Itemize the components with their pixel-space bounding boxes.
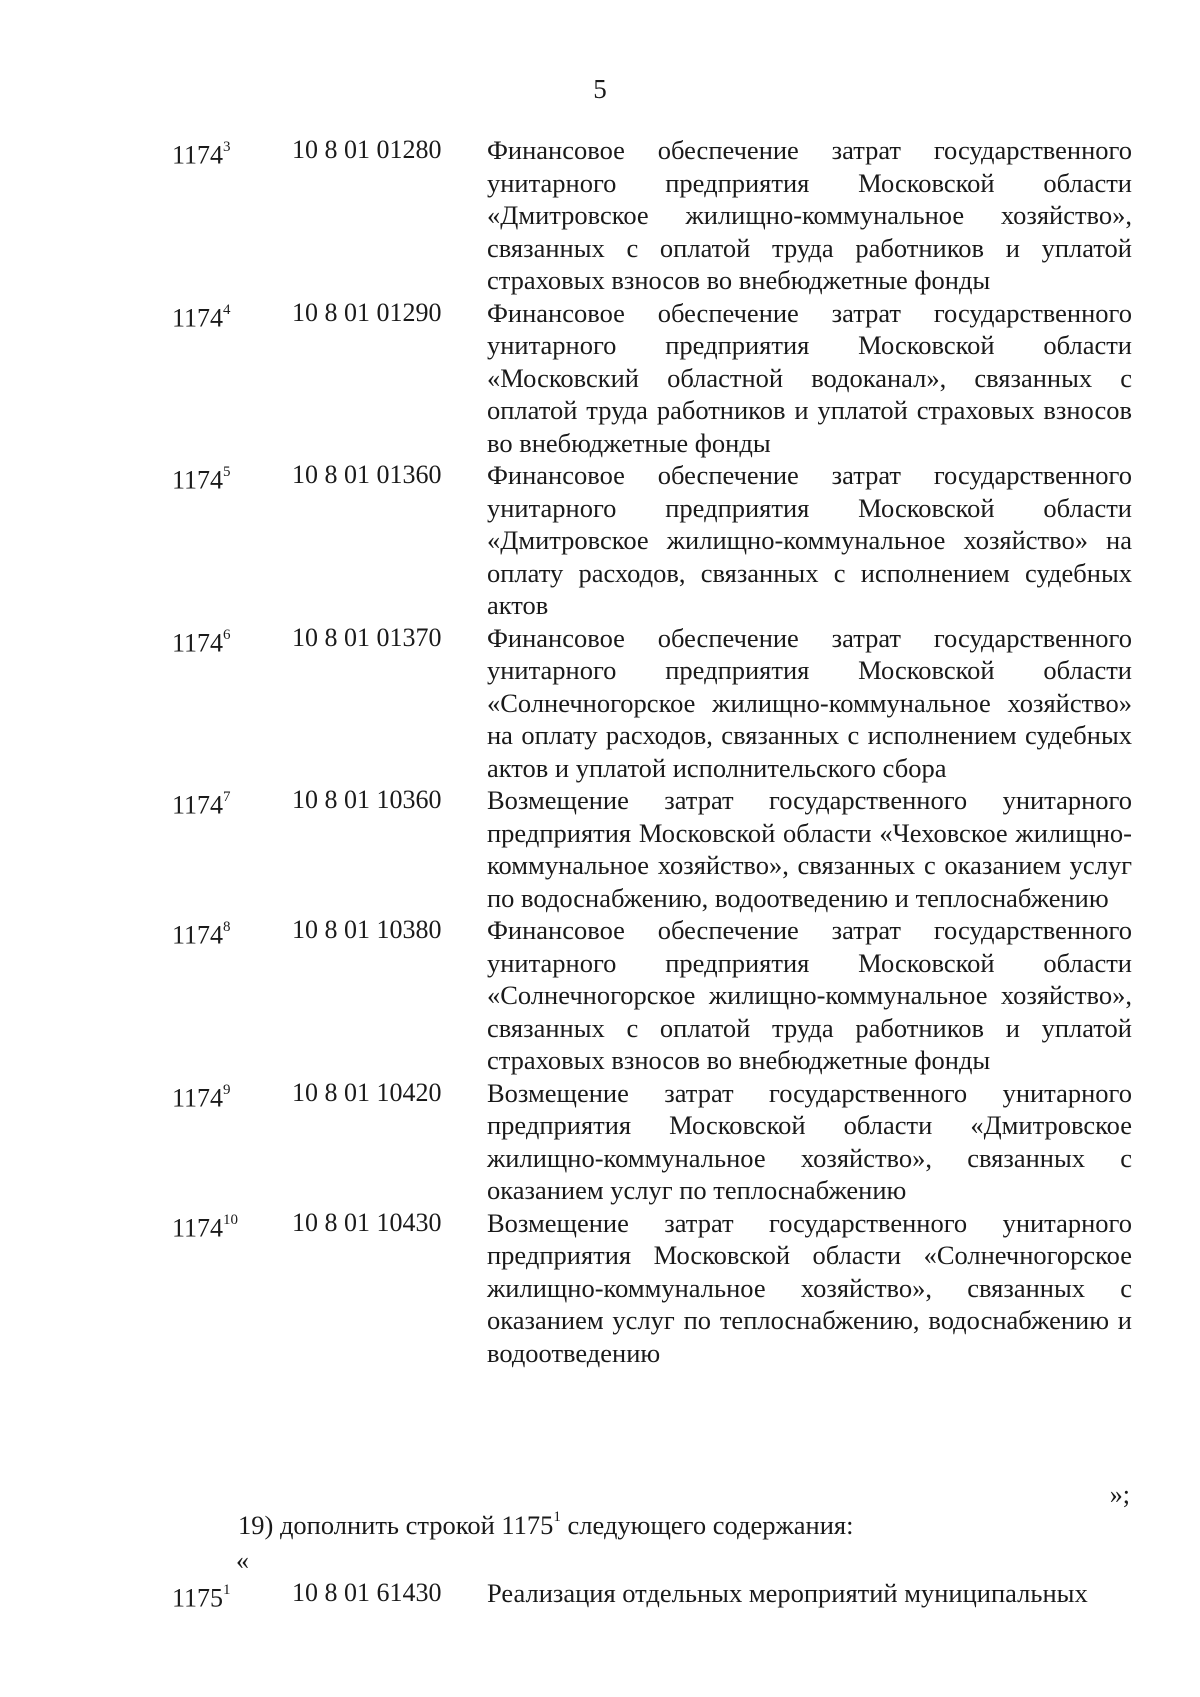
page-number: 5 [593, 74, 607, 104]
opening-quote: « [236, 1546, 249, 1575]
row-number: 1174$^{10}$ [172, 1211, 239, 1243]
budget-code: 10 8 01 01360 [292, 460, 442, 489]
row-number: 1174$^9$ [172, 1081, 231, 1113]
row-description: Финансовое обеспечение затрат государственного унитарного предприятия Московской области «Московский областной водоканал», связанных с оплатой труда работников и уплатой страховых взносов во внебюджетные фонды [487, 297, 1132, 458]
row-number: 1174$^8$ [172, 919, 231, 950]
budget-code: 10 8 01 61430 [292, 1578, 442, 1607]
table-row [0, 1077, 1200, 1207]
row-number: 1174$^5$ [172, 464, 231, 495]
row-number: 1174$^3$ [172, 139, 231, 170]
table-row [0, 1207, 1200, 1370]
row-description: Возмещение затрат государственного унитарного предприятия Московской области «Дмитровское жилищно-коммунальное хозяйство», связанных с оказанием услуг по теплоснабжению [487, 1077, 1132, 1205]
budget-code: 10 8 01 01370 [292, 622, 442, 652]
table-row [0, 622, 1200, 785]
table-row [0, 914, 1200, 1077]
budget-code: 10 8 01 01290 [292, 297, 442, 327]
table-row [0, 134, 1200, 297]
row-number: 1175$^1$ [172, 1582, 231, 1613]
row-description: Возмещение затрат государственного унитарного предприятия Московской области «Солнечногорское жилищно-коммунальное хозяйство», связанных с оказанием услуг по теплоснабжению, водоснабжению и водоотведению [487, 1207, 1132, 1368]
closing-quote: »; [1109, 1480, 1130, 1509]
budget-code: 10 8 01 10360 [292, 785, 442, 814]
table-row [0, 297, 1200, 460]
amendment-instruction: 19) дополнить строкой 1175$^1$ следующего содержания: [238, 1509, 854, 1540]
row-number: 1174$^6$ [172, 626, 231, 658]
budget-table [0, 134, 1200, 1369]
row-number: 1174$^4$ [172, 301, 231, 333]
table-row [0, 1577, 1200, 1613]
row-description: Финансовое обеспечение затрат государственного унитарного предприятия Московской области «Дмитровское жилищно-коммунальное хозяйство», связанных с оплатой труда работников и уплатой страховых взносов во внебюджетные фонды [487, 135, 1132, 295]
table-row [0, 459, 1200, 622]
row-description: Финансовое обеспечение затрат государственного унитарного предприятия Московской области «Солнечногорское жилищно-коммунальное хозяйство» на оплату расходов, связанных с исполнением судебных актов и уплатой исполнительского сбора [487, 622, 1132, 783]
table-row [0, 784, 1200, 914]
budget-code: 10 8 01 10430 [292, 1207, 442, 1237]
row-description: Возмещение затрат государственного унитарного предприятия Московской области «Чеховское жилищно-коммунальное хозяйство», связанных с оказанием услуг по водоснабжению, водоотведению и теплоснабжению [487, 785, 1132, 913]
budget-code: 10 8 01 01280 [292, 135, 442, 164]
budget-code: 10 8 01 10420 [292, 1077, 442, 1107]
row-number: 1174$^7$ [172, 789, 231, 820]
row-description: Финансовое обеспечение затрат государственного унитарного предприятия Московской области «Солнечногорское жилищно-коммунальное хозяйство», связанных с оплатой труда работников и уплатой страховых взносов во внебюджетные фонды [487, 915, 1132, 1075]
budget-code: 10 8 01 10380 [292, 915, 442, 944]
row-description: Реализация отдельных мероприятий муниципальных [487, 1578, 1088, 1608]
row-description: Финансовое обеспечение затрат государственного унитарного предприятия Московской области «Дмитровское жилищно-коммунальное хозяйство» на оплату расходов, связанных с исполнением судебных актов [487, 460, 1132, 620]
